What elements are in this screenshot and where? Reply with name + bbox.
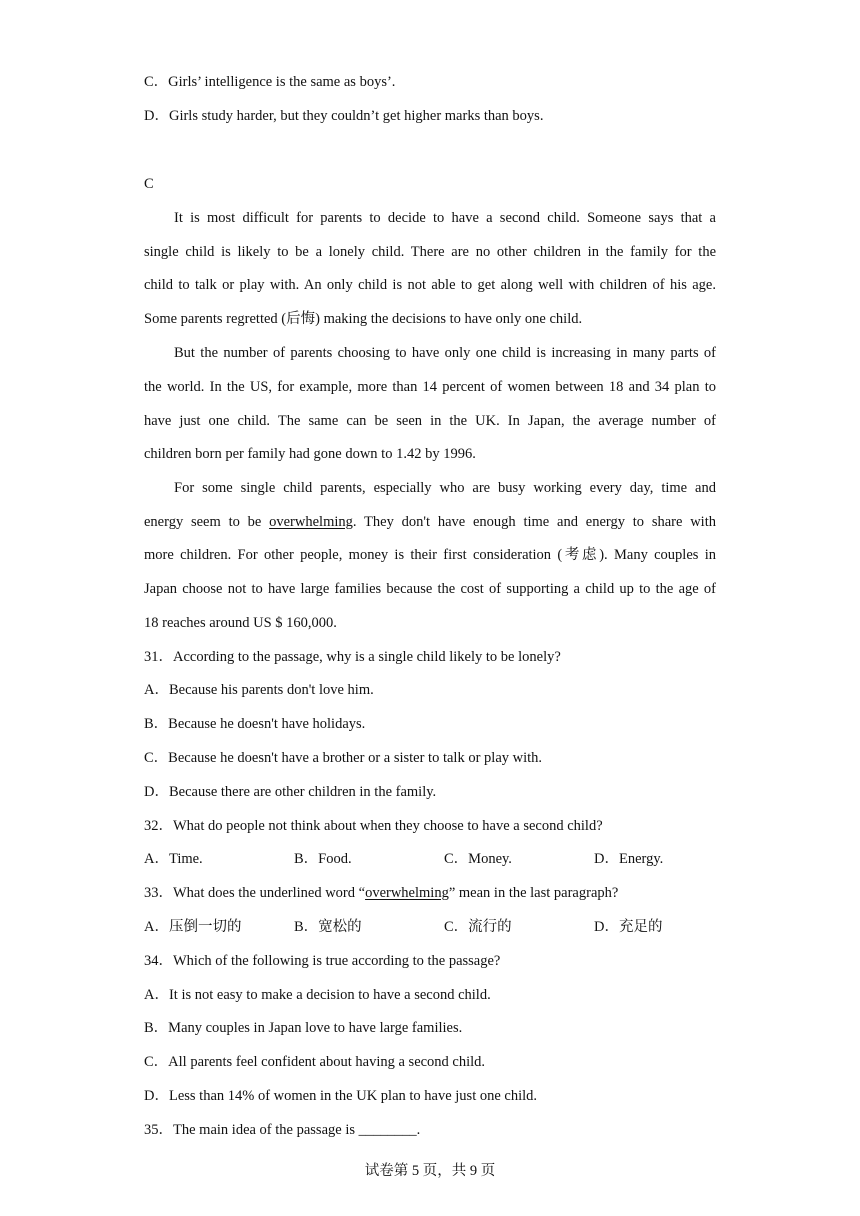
question-35-stem: 35．The main idea of the passage is ________.: [144, 1122, 421, 1138]
passage-line: It is most difficult for parents to decide to have a second child. Someone says that a: [174, 210, 716, 226]
passage-line: Some parents regretted (后悔) making the decisions to have only one child.: [144, 311, 583, 327]
question-33-option-a: A．压倒一切的: [144, 919, 242, 935]
question-34-option-b: B．Many couples in Japan love to have large families.: [144, 1020, 463, 1036]
passage-line: child to talk or play with. An only child is not able to get along well with children of his age.: [144, 277, 716, 293]
passage-line: children born per family had gone down to 1.42 by 1996.: [144, 446, 476, 462]
passage-text: . They don't have enough time and energy to share with: [352, 514, 716, 530]
question-31-option-c: C．Because he doesn't have a brother or a sister to talk or play with.: [144, 750, 543, 766]
question-33-stem-text: 33．What does the underlined word “: [144, 885, 366, 901]
passage-line: But the number of parents choosing to have only one child is increasing in many parts of: [174, 345, 716, 361]
underlined-word: overwhelming: [269, 514, 353, 530]
question-32-option-c: C．Money.: [444, 851, 512, 867]
passage-line: the world. In the US, for example, more than 14 percent of women between 18 and 34 plan to: [144, 379, 716, 395]
passage-line: single child is likely to be a lonely child. There are no other children in the family for the: [144, 244, 716, 260]
question-32-stem: 32．What do people not think about when they choose to have a second child?: [144, 818, 603, 834]
page-footer: 试卷第 5 页，共 9 页: [364, 1163, 496, 1179]
prev-option-c: C．Girls’ intelligence is the same as boys’.: [144, 74, 396, 90]
question-33-option-b: B．宽松的: [294, 919, 362, 935]
question-33-stem-text: ” mean in the last paragraph?: [448, 885, 619, 901]
passage-line: For some single child parents, especially who are busy working every day, time and: [174, 480, 716, 496]
underlined-word: overwhelming: [365, 885, 449, 901]
question-33-stem: [144, 883, 618, 903]
question-32-option-b: B．Food.: [294, 851, 352, 867]
question-34-option-c: C．All parents feel confident about having a second child.: [144, 1054, 486, 1070]
question-31-option-b: B．Because he doesn't have holidays.: [144, 716, 366, 732]
question-31-option-a: A．Because his parents don't love him.: [144, 682, 374, 698]
question-31-stem: 31．According to the passage, why is a single child likely to be lonely?: [144, 649, 561, 665]
question-34-option-d: D．Less than 14% of women in the UK plan to have just one child.: [144, 1088, 538, 1104]
passage-text: energy seem to be: [144, 514, 270, 530]
passage-line: more children. For other people, money is their first consideration (考虑). Many couples in: [144, 547, 716, 563]
passage-line: have just one child. The same can be seen in the UK. In Japan, the average number of: [144, 413, 716, 429]
passage-line: [144, 512, 716, 532]
question-31-option-d: D．Because there are other children in the family.: [144, 784, 437, 800]
question-33-option-d: D．充足的: [594, 919, 663, 935]
passage-line: Japan choose not to have large families because the cost of supporting a child up to the age of: [144, 581, 716, 597]
passage-line: 18 reaches around US $ 160,000.: [144, 615, 337, 631]
question-34-stem: 34．Which of the following is true according to the passage?: [144, 953, 501, 969]
section-label: C: [144, 176, 154, 192]
question-33-option-c: C．流行的: [444, 919, 512, 935]
question-32-option-a: A．Time.: [144, 851, 203, 867]
prev-option-d: D．Girls study harder, but they couldn’t get higher marks than boys.: [144, 108, 544, 124]
question-32-option-d: D．Energy.: [594, 851, 664, 867]
question-34-option-a: A．It is not easy to make a decision to have a second child.: [144, 987, 491, 1003]
